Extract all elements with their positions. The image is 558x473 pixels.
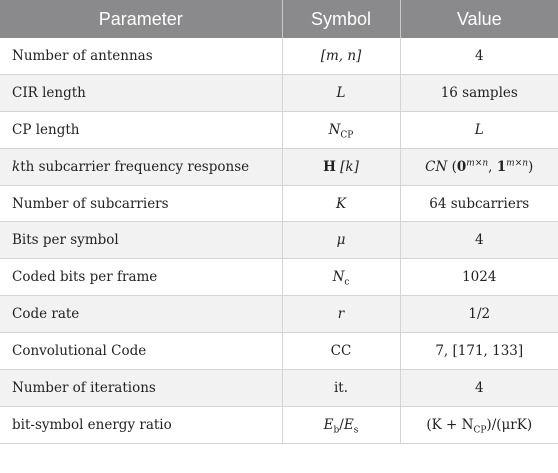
value-cell: 1/2: [400, 296, 558, 333]
value-cal: CN: [425, 158, 448, 175]
table-row: [0, 185, 558, 222]
table-row: [0, 259, 558, 296]
symbol-e2-sub: s: [353, 425, 359, 436]
symbol-e1: E: [323, 416, 334, 433]
symbol-subscript: c: [344, 277, 350, 288]
symbol-cell: K: [282, 185, 400, 222]
table-row: [0, 333, 558, 370]
value-one-sup: m×n: [506, 158, 529, 169]
param-cell: bit-symbol energy ratio: [0, 406, 282, 443]
symbol-cell: it.: [282, 370, 400, 407]
value-open: (K + N: [426, 416, 474, 433]
param-cell: Code rate: [0, 296, 282, 333]
table-row: [0, 406, 558, 443]
header-row: [0, 0, 558, 38]
symbol-cell: μ: [282, 222, 400, 259]
param-cell: Convolutional Code: [0, 333, 282, 370]
param-cell: Number of antennas: [0, 38, 282, 74]
value-cell: 4: [400, 38, 558, 74]
header-symbol: Symbol: [282, 0, 400, 38]
symbol-e1-sub: b: [333, 425, 340, 436]
symbol-main: N: [328, 121, 341, 138]
value-cell: [400, 406, 558, 443]
table-row: [0, 370, 558, 407]
value-zero: 0: [456, 158, 467, 175]
symbol-cell: [282, 259, 400, 296]
value-cell: CN ($0^{m\times n}$, $1^{m\times n}$): [400, 148, 558, 185]
table-row: [0, 38, 558, 74]
symbol-main: N: [332, 269, 345, 286]
param-text: th subcarrier frequency response: [20, 158, 250, 175]
symbol-rest: [k]: [335, 158, 359, 175]
table-row: [0, 148, 558, 185]
symbol-cell: L: [282, 74, 400, 111]
symbol-cell: [m, n]: [282, 38, 400, 74]
value-zero-sup: m×n: [466, 158, 489, 169]
symbol-e2: E: [343, 416, 354, 433]
symbol-cell: [282, 111, 400, 148]
value-cell: 4: [400, 222, 558, 259]
param-cell: Coded bits per frame: [0, 259, 282, 296]
header-value: Value: [400, 0, 558, 38]
symbol-cell: CC: [282, 333, 400, 370]
value-one: 1: [496, 158, 507, 175]
header-parameter: Parameter: [0, 0, 282, 38]
table-row: [0, 74, 558, 111]
symbol-cell: [282, 148, 400, 185]
value-sub: CP: [473, 425, 487, 436]
param-cell: Bits per symbol: [0, 222, 282, 259]
param-cell: CIR length: [0, 74, 282, 111]
value-cell: 1024: [400, 259, 558, 296]
value-close: )/(μrK): [486, 416, 533, 433]
value-cell: 4: [400, 370, 558, 407]
value-cell: [400, 111, 558, 148]
symbol-bold: H: [323, 158, 336, 175]
table-row: [0, 111, 558, 148]
symbol-cell: [282, 406, 400, 443]
symbol-cell: r: [282, 296, 400, 333]
symbol-slash: /: [339, 416, 344, 433]
param-prefix: k: [12, 158, 21, 175]
param-cell: [0, 148, 282, 185]
table-row: [0, 222, 558, 259]
value-cell: 16 samples: [400, 74, 558, 111]
value-text: L: [474, 121, 484, 138]
value-cell: 64 subcarriers: [400, 185, 558, 222]
symbol-subscript: CP: [340, 130, 354, 141]
value-cell: 7, [171, 133]: [400, 333, 558, 370]
table-row: [0, 296, 558, 333]
param-cell: CP length: [0, 111, 282, 148]
param-cell: Number of subcarriers: [0, 185, 282, 222]
param-cell: Number of iterations: [0, 370, 282, 407]
